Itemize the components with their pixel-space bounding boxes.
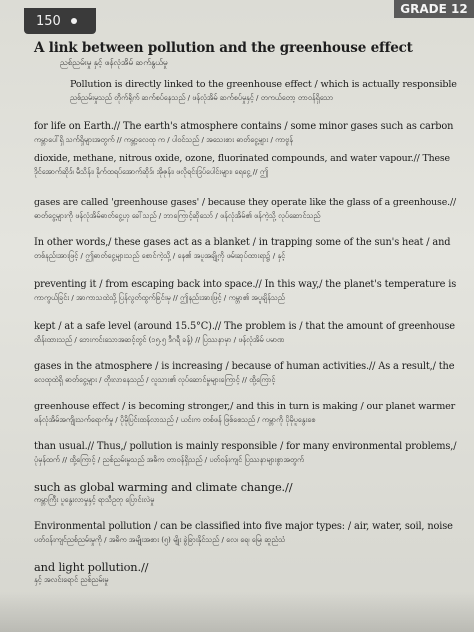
text-line-7	[34, 320, 458, 345]
text-line-12	[34, 520, 458, 545]
gloss-line: နှင့် အလင်းရောင် ညစ်ညမ်းမှု	[34, 575, 109, 584]
gloss-line: ပုံမှန်ထက် // ထို့ကြောင့် / ညစ်ညမ်းမှုသည် အဓိက တာဝန်ရှိသည် / ပတ်ဝန်းကျင် ပြဿနာများစွာအတွက်	[34, 455, 304, 464]
english-line: greenhouse effect / is becoming stronger,/ and this in turn is making / our planet warmer	[34, 401, 456, 412]
text-line-3	[34, 152, 458, 177]
section-title: A link between pollution and the greenhouse effect	[34, 40, 413, 56]
text-line-6	[34, 278, 458, 303]
gloss-line: ဒိုင်အောက်ဆိုဒ်၊ မီသိန်း၊ နိုက်ထရပ်အောက်ဆိုဒ်၊ အိုဇုန်း၊ ဖလိုရင်းဒြပ်ပေါင်းများ၊ ရေငွေ့ // ဤ	[34, 167, 269, 176]
section-title-gloss: ညစ်ညမ်းမှု နှင့် ဖန်လုံအိမ် ဆက်နွယ်မှု	[60, 58, 168, 67]
text-line-8	[34, 360, 458, 385]
page-number: 150	[36, 13, 61, 29]
gloss-line: ကာကွယ်ခြင်း / အာကာသထဲသို့ ပြန်လွတ်ထွက်ခြင်းမှ // ဤနည်းအားဖြင့် / ကမ္ဘာ၏ အပူချိန်သည်	[34, 293, 285, 302]
gloss-line: ညစ်ညမ်းမှုသည် တိုက်ရိုက် ဆက်စပ်နေသည် / ဖန်လုံအိမ် ဆက်စပ်မှုနှင့် / တကယ်တော့ တာဝန်ရှိသော	[70, 93, 334, 102]
page-number-tab	[24, 8, 96, 34]
gloss-line: တစ်နည်းအားဖြင့် / ဤဓာတ်ငွေ့များသည် စောင်ကဲ့သို့ / နေ၏ အပူအချို့ကို ဖမ်းဆုပ်ထားရာ၌ / နှင့်	[34, 251, 286, 260]
gloss-line: ဖန်လုံအိမ်အကျိုးသက်ရောက်မှု / ပိုမိုပြင်းထန်လာသည် / ယင်းက တစ်ဖန် ဖြစ်စေသည် / ကမ္ဘာကို ပိုမိုပူနွေးစေ	[34, 415, 316, 424]
page-bottom-shadow	[0, 592, 474, 632]
english-line: and light pollution.//	[34, 560, 149, 574]
text-line-2	[34, 120, 458, 145]
english-line: gases in the atmosphere / is increasing / because of human activities.// As a result,/ the	[34, 361, 455, 372]
gloss-line: ဓာတ်ငွေ့များကို ဖန်လုံအိမ်ဓာတ်ငွေ့ဟု ခေါ်သည် / ဘာကြောင့်ဆိုသော် / ဖန်လုံအိမ်၏ ဖန်ကဲ့သို့ လုပ်ဆောင်သည်	[34, 211, 321, 220]
gloss-line: လေထုထဲရှိ ဓာတ်ငွေ့များ / တိုးလာနေသည် / လူသား၏ လုပ်ဆောင်မှုများကြောင့် // ထို့ကြောင့်	[34, 375, 276, 384]
grade-label: GRADE 12	[394, 0, 474, 18]
gloss-line: ပတ်ဝန်းကျင်ညစ်ညမ်းမှုကို / အဓိက အမျိုးအစား (၅) မျိုး ခွဲခြားနိုင်သည် / လေ၊ ရေ၊ မြေ၊ ဆူညံသံ	[34, 535, 286, 544]
gloss-line: ထိန်းထားသည် / ဘေးကင်းသောအဆင့်တွင် (၁၅.၅ ဒီဂရီ ခန့်) // ပြဿနာမှာ / ဖန်လုံအိမ် ပမာဏ	[34, 335, 285, 344]
english-line: preventing it / from escaping back into space.// In this way,/ the planet's temperature is	[34, 279, 457, 290]
english-line: Environmental pollution / can be classified into five major types: / air, water, soil, noise	[34, 521, 453, 532]
bullet-dot-icon	[71, 18, 77, 24]
gloss-line: ကမ္ဘာကြီး ပူနွေးလာမှုနှင့် ရာသီဥတု ပြောင်းလဲမှု	[34, 495, 155, 504]
english-line: for life on Earth.// The earth's atmosphere contains / some minor gases such as carbon	[34, 121, 454, 132]
text-line-10	[34, 440, 458, 465]
english-line: dioxide, methane, nitrous oxide, ozone, fluorinated compounds, and water vapour.// These	[34, 153, 450, 164]
text-line-13	[34, 560, 458, 585]
english-line: gases are called 'greenhouse gases' / because they operate like the glass of a greenhouse.//	[34, 197, 456, 208]
english-line: than usual.// Thus,/ pollution is mainly responsible / for many environmental problems,/	[34, 441, 457, 452]
text-line-5	[34, 236, 458, 261]
text-line-4	[34, 196, 458, 221]
text-line-11	[34, 480, 458, 505]
text-line-9	[34, 400, 458, 425]
gloss-line: ကမ္ဘာပေါ်ရှိ သက်ရှိများအတွက် // ကမ္ဘာ့လေထု က / ပါဝင်သည် / အသေးစား ဓာတ်ငွေ့များ / ကာဗွန်	[34, 135, 293, 144]
english-line: kept / at a safe level (around 15.5°C).// The problem is / that the amount of greenhouse	[34, 321, 455, 332]
english-line: In other words,/ these gases act as a blanket / in trapping some of the sun's heat / and	[34, 237, 451, 248]
text-line-1	[34, 78, 458, 103]
english-line: such as global warming and climate change.//	[34, 480, 293, 494]
english-line: Pollution is directly linked to the greenhouse effect / which is actually responsible	[70, 79, 457, 90]
